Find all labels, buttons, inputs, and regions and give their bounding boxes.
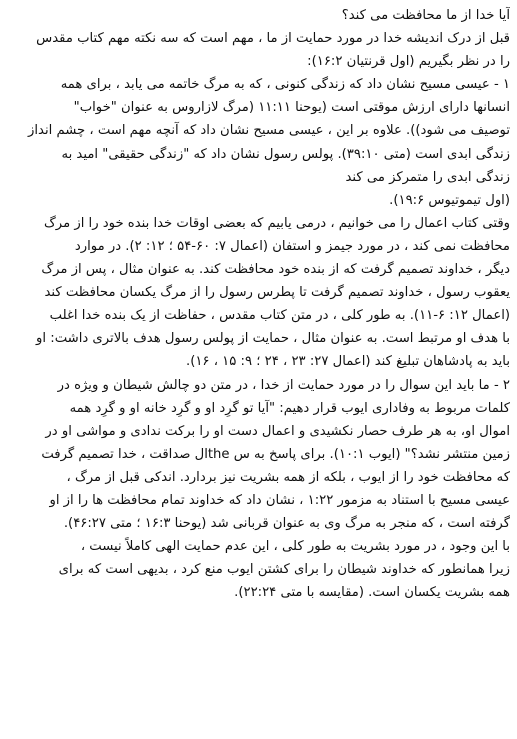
text-line: محافظت نمی کند ، در مورد جیمز و استفان (اعمال ۷: ۶۰-۵۴ ؛ ۱۲: ۲). در موارد <box>74 238 510 254</box>
text-line: ۱ - عیسی مسیح نشان داد که زندگی کنونی ، که به مرگ خاتمه می یابد ، برای همه <box>60 77 510 93</box>
text-line: (اول تیموتیوس ۱۹:۶). <box>389 192 510 208</box>
text-line: با هدف او مرتبط است. به عنوان مثال ، حمایت از پولس رسول هدف بالاتری داشت: او <box>36 331 510 347</box>
text-line: اموال او، به هر طرف حصار نکشیدی و اعمال دست او را برکت ندادی و مواشی او در <box>45 423 510 439</box>
text-line: زمین منتشر نشد؟" (ایوب ۱۰:۱). برای پاسخ به س theال صداقت ، خدا تصمیم گرفت <box>41 446 510 462</box>
text-line: یعقوب رسول ، خداوند تصمیم گرفت تا پطرس رسول را از مرگ یکسان محافظت کند <box>44 285 510 301</box>
text-line: قبل از درک اندیشه خدا در مورد حمایت از ما ، مهم است که سه نکته مهم کتاب مقدس <box>36 31 510 47</box>
text-line: را در نظر بگیریم (اول قرنتیان ۱۶:۲): <box>307 54 510 70</box>
text-line: با این وجود ، در مورد بشریت به طور کلی ، این عدم حمایت الهی کاملاً نیست ، <box>80 539 510 555</box>
text-line: ۲ - ما باید این سوال را در مورد حمایت از خدا ، در متن دو چالش شیطان و ویژه در <box>57 377 510 393</box>
text-line: که محافظت خود را از ایوب ، بلکه از همه بشریت نیز بردارد. اندکی قبل از مرگ ، <box>66 469 510 485</box>
document-title: آیا خدا از ما محافظت می کند؟ <box>341 8 510 23</box>
text-line: دیگر ، خداوند تصمیم گرفت که از بنده خود محافظت کند. به عنوان مثال ، پس از مرگ <box>41 262 510 278</box>
text-line: همه بشریت یکسان است. (مقایسه با متی ۲۲:۲۴). <box>234 585 510 601</box>
text-line: گرفته است ، که منجر به مرگ وی به عنوان قربانی شد (یوحنا ۱۶:۳ ؛ متی ۴۶:۲۷). <box>63 516 510 532</box>
text-line: انسانها دارای ارزش موقتی است (یوحنا ۱۱:۱۱ (مرگ لازاروس به عنوان "خواب" <box>73 100 510 116</box>
text-line: (اعمال ۱۲: ۶-۱۱). به طور کلی ، در متن کتاب مقدس ، حفاظت از یک بنده خدا اغلب <box>49 308 510 324</box>
text-line: توصیف می شود)). علاوه بر این ، عیسی مسیح نشان داد که آنچه مهم است ، چشم انداز <box>28 123 510 139</box>
text-line: عیسی مسیح با استناد به مزمور ۱:۲۲ ، نشان داد که خداوند تمام محافظت ها را از او <box>49 492 510 508</box>
text-line: زیرا همانطور که خداوند شیطان را برای کشتن ایوب منع کرد ، بدیهی است که برای <box>58 562 510 578</box>
text-line: باید به پادشاهان تبلیغ کند (اعمال ۲۷: ۲۳ ، ۲۴ ؛ ۹: ۱۵ ، ۱۶). <box>186 354 510 370</box>
text-line: وقتی کتاب اعمال را می خوانیم ، درمی یابیم که بعضی اوقات خدا بنده خود را از مرگ <box>43 215 510 231</box>
text-line: زندگی ابدی را متمرکز می کند <box>345 169 510 185</box>
text-line: زندگی ابدی است (متی ۳۹:۱۰). پولس رسول نشان داد که "زندگی حقیقی" امید به <box>61 146 510 162</box>
text-line: کلمات مربوط به وفاداری ایوب قرار دهیم: "آیا تو گرِد او و گرِد خانه او و گرِد همه <box>69 400 510 416</box>
